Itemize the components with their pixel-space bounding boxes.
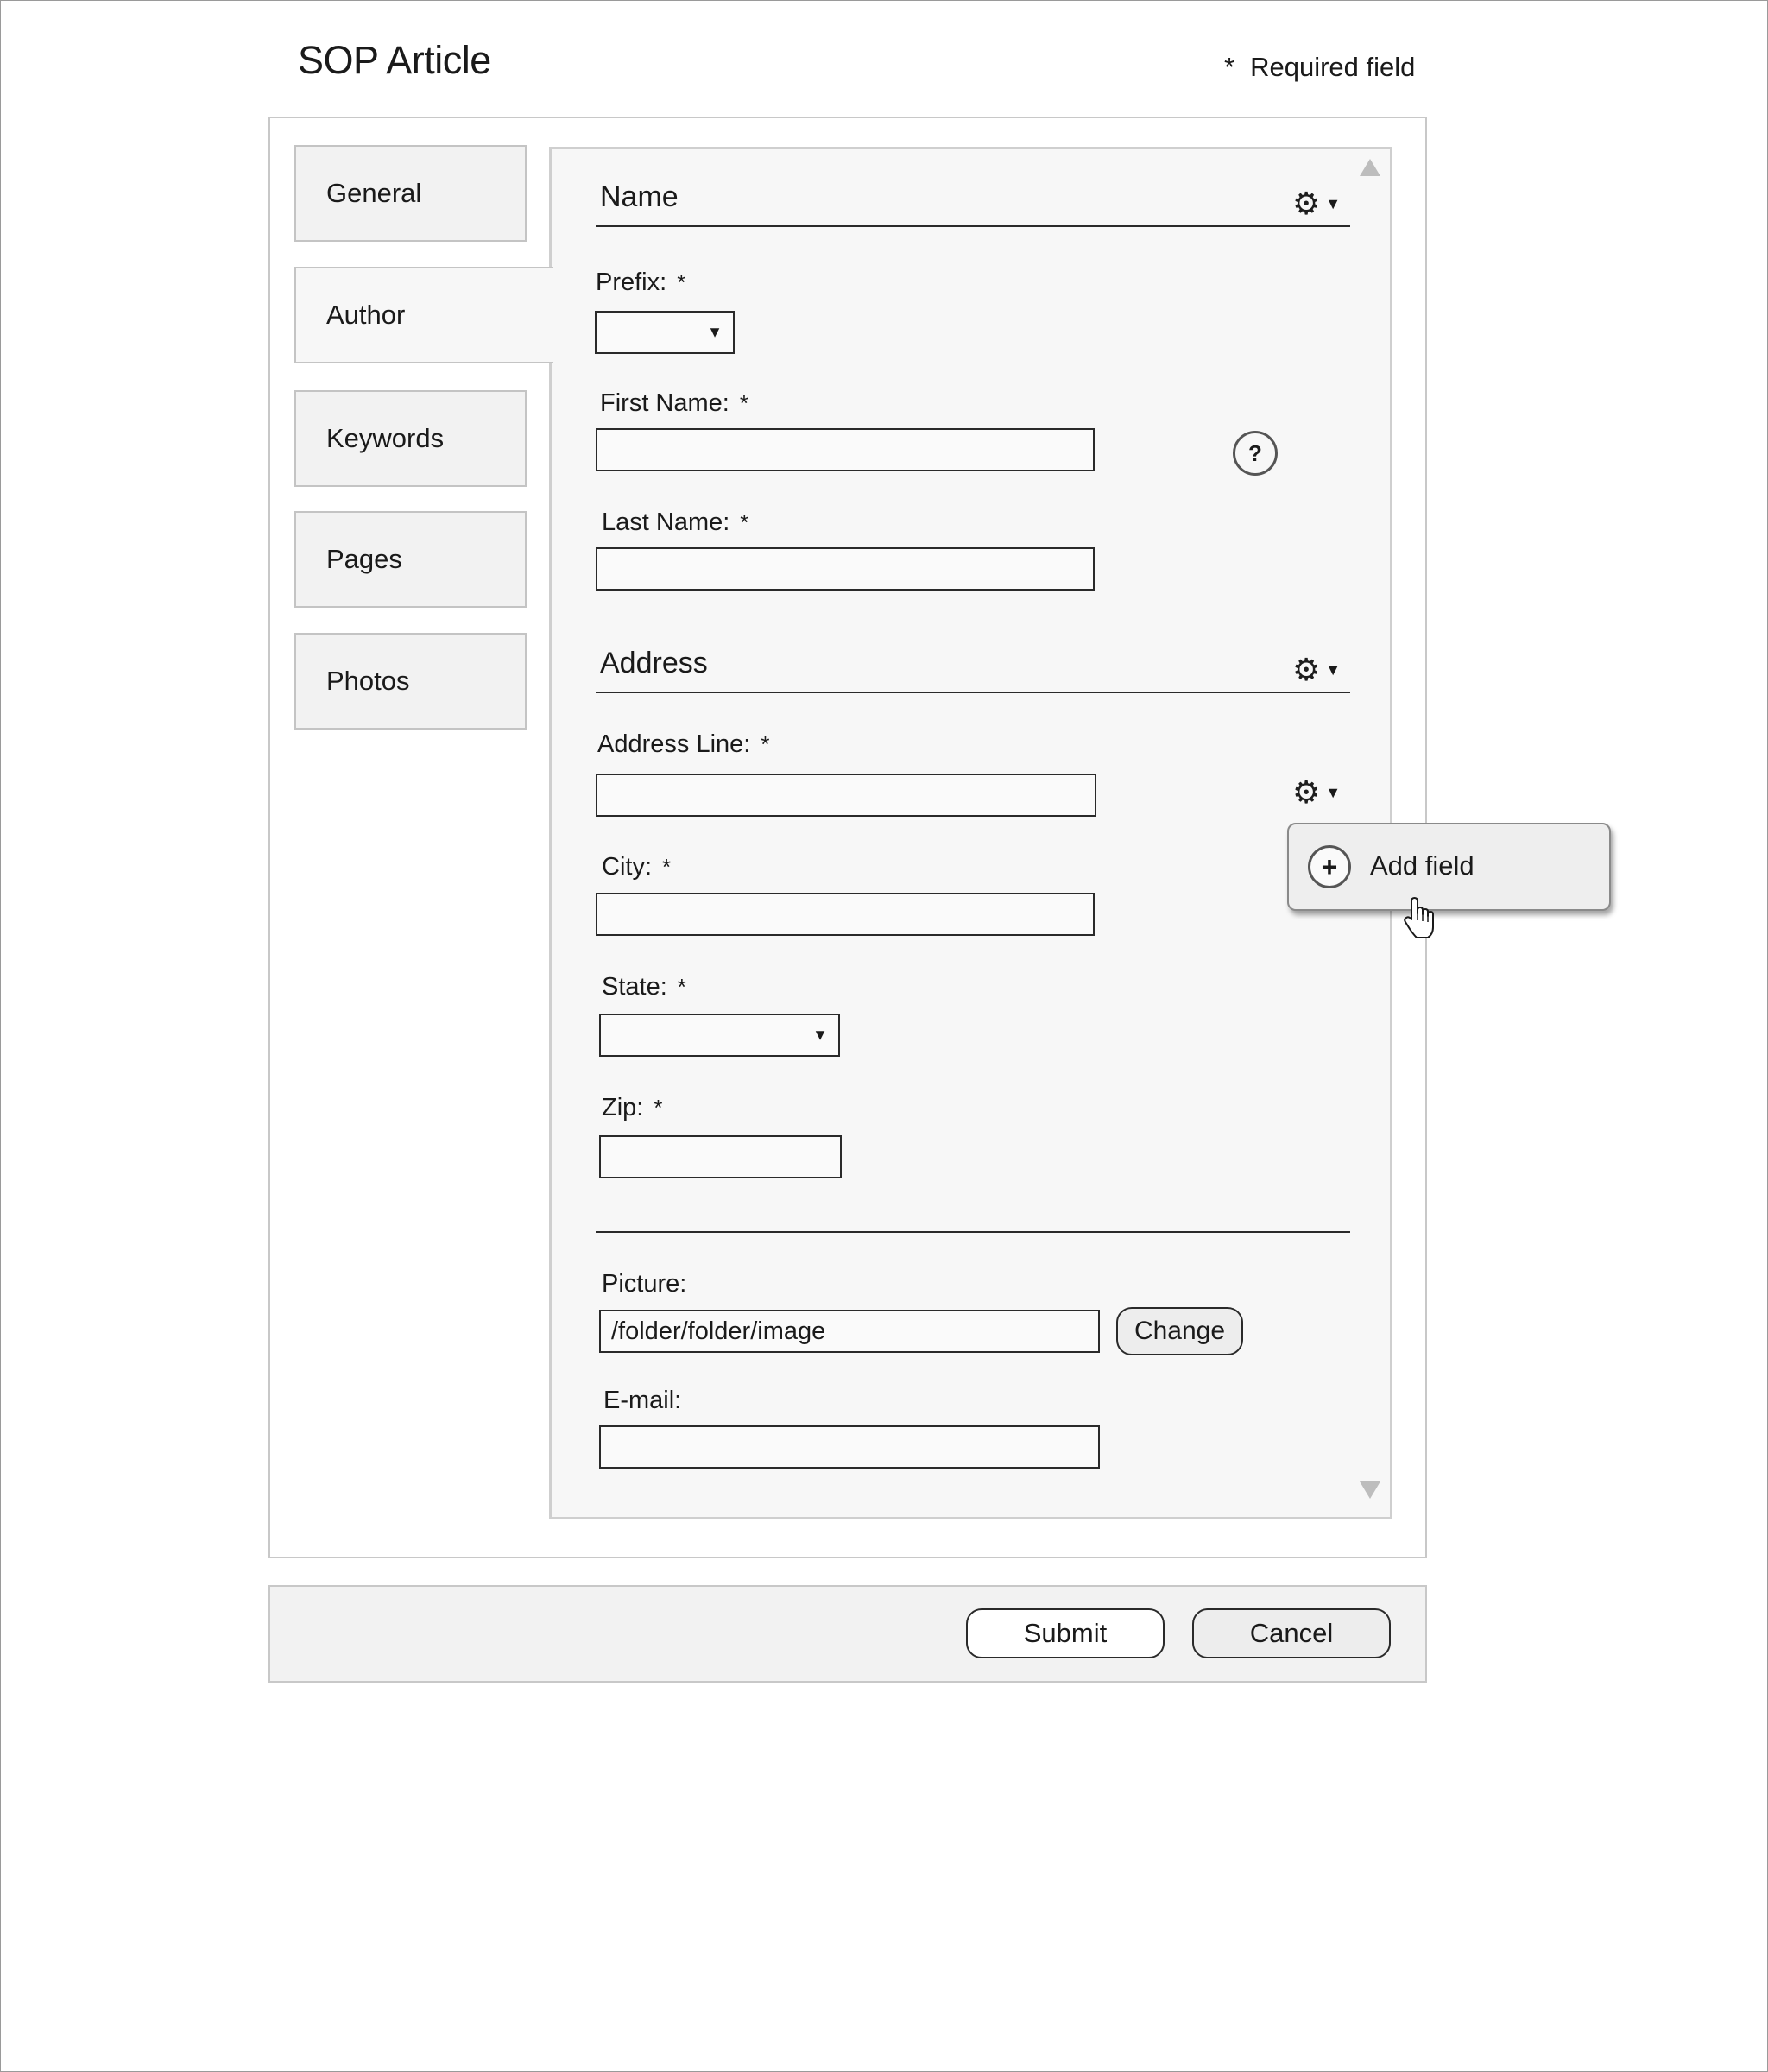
address-line-input[interactable]: [596, 774, 1096, 817]
state-label-text: State:: [602, 973, 667, 1001]
tab-author[interactable]: [294, 267, 553, 363]
tab-label: General: [326, 178, 422, 208]
required-marker: *: [654, 1095, 663, 1121]
address-section-settings[interactable]: [1292, 654, 1341, 685]
section-divider: [596, 1231, 1350, 1233]
zip-input[interactable]: [599, 1135, 842, 1178]
address-line-label-text: Address Line:: [597, 730, 751, 758]
caret-down-icon: ▼: [812, 1026, 828, 1044]
prefix-label: [596, 268, 685, 297]
last-name-input[interactable]: [596, 547, 1095, 591]
required-marker: *: [740, 509, 749, 535]
tab-pages[interactable]: [294, 511, 527, 608]
picture-path-input[interactable]: /folder/folder/image: [599, 1310, 1100, 1353]
page-title: SOP Article: [298, 38, 491, 82]
section-divider: [596, 225, 1350, 227]
email-label: E-mail:: [603, 1387, 682, 1414]
gear-icon: ⚙: [1292, 186, 1321, 221]
scroll-up-icon[interactable]: [1360, 159, 1380, 176]
help-icon[interactable]: ?: [1233, 431, 1278, 476]
last-name-label-text: Last Name:: [602, 509, 730, 536]
gear-icon: ⚙: [1292, 774, 1321, 810]
required-marker: *: [677, 269, 686, 295]
name-section-settings[interactable]: [1292, 188, 1341, 219]
section-header-name: Name: [600, 180, 679, 213]
city-input[interactable]: [596, 893, 1095, 936]
caret-down-icon: ▼: [1325, 783, 1342, 801]
caret-down-icon: ▼: [1325, 194, 1342, 212]
tab-photos[interactable]: [294, 633, 527, 730]
zip-label-text: Zip:: [602, 1094, 644, 1121]
tab-label: Photos: [326, 666, 410, 696]
add-field-menu[interactable]: [1287, 823, 1611, 911]
email-input[interactable]: [599, 1425, 1100, 1469]
city-label: [602, 853, 671, 881]
last-name-label: [602, 509, 748, 537]
tab-general[interactable]: [294, 145, 527, 242]
required-marker: *: [761, 731, 770, 757]
cancel-button[interactable]: Cancel: [1192, 1608, 1391, 1658]
tab-label: Pages: [326, 544, 402, 574]
required-marker: *: [739, 390, 748, 416]
first-name-input[interactable]: [596, 428, 1095, 471]
hand-pointer-icon: [1403, 896, 1437, 945]
required-marker: *: [1224, 52, 1235, 82]
state-label: [602, 973, 686, 1001]
caret-down-icon: ▼: [1325, 660, 1342, 679]
submit-button[interactable]: Submit: [966, 1608, 1165, 1658]
state-select[interactable]: [599, 1014, 840, 1057]
zip-label: [602, 1094, 662, 1122]
prefix-select[interactable]: [595, 311, 735, 354]
picture-label: Picture:: [602, 1270, 687, 1298]
section-header-address: Address: [600, 647, 708, 679]
tab-label: Author: [326, 300, 406, 330]
plus-circle-icon: +: [1308, 845, 1351, 888]
gear-icon: ⚙: [1292, 652, 1321, 687]
required-marker: *: [662, 854, 672, 880]
change-picture-button[interactable]: Change: [1116, 1307, 1243, 1355]
prefix-label-text: Prefix:: [596, 268, 667, 296]
required-note-text: Required field: [1250, 52, 1416, 82]
city-label-text: City:: [602, 853, 652, 881]
add-field-menu-item[interactable]: Add field: [1370, 850, 1474, 881]
section-divider: [596, 692, 1350, 693]
scroll-down-icon[interactable]: [1360, 1481, 1380, 1499]
address-line-label: [597, 730, 769, 759]
required-marker: *: [677, 974, 686, 1000]
first-name-label-text: First Name:: [600, 389, 729, 417]
tab-label: Keywords: [326, 423, 445, 453]
required-field-note: [1224, 52, 1415, 83]
first-name-label: [600, 389, 748, 418]
address-line-field-settings[interactable]: [1292, 774, 1342, 810]
caret-down-icon: ▼: [707, 323, 723, 341]
tab-keywords[interactable]: [294, 390, 527, 487]
